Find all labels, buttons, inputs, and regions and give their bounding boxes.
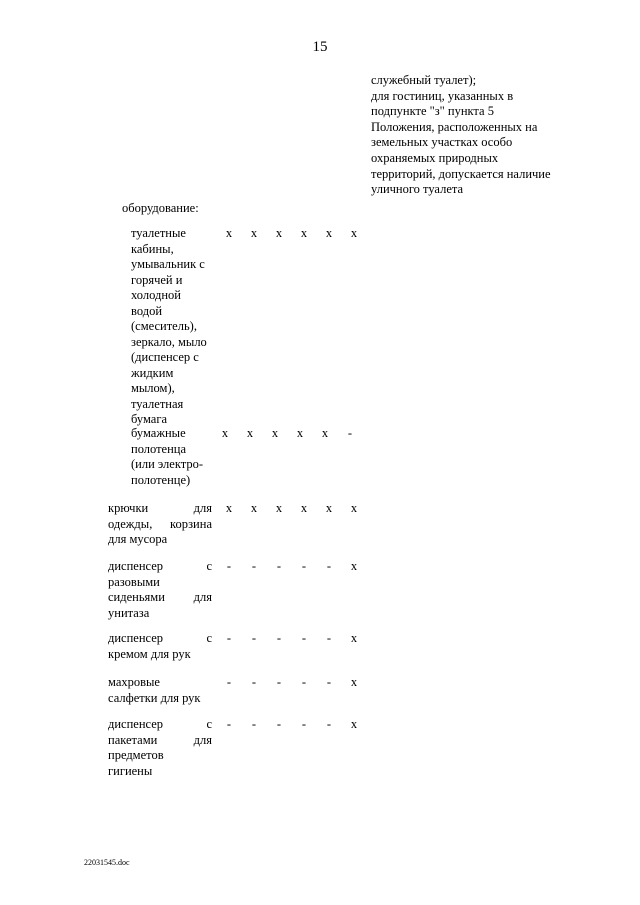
row-label-line: горячей и bbox=[131, 272, 183, 287]
row-label-line: мылом), bbox=[131, 381, 175, 395]
row-mark: - bbox=[326, 559, 332, 573]
row-mark: x bbox=[250, 226, 258, 240]
row-label-line: махровые bbox=[108, 675, 160, 689]
row-label-word: диспенсер bbox=[108, 717, 164, 731]
row-mark: - bbox=[251, 631, 257, 645]
row-label-line: полотенца bbox=[131, 441, 187, 456]
row-mark: x bbox=[350, 675, 358, 689]
row-label-line bbox=[108, 631, 212, 647]
row-label-line: зеркало, мыло bbox=[131, 334, 207, 349]
row-mark: - bbox=[251, 559, 257, 573]
row-label-word: корзина bbox=[170, 516, 212, 531]
row-label bbox=[131, 426, 221, 488]
row-label-line: кабины, bbox=[131, 241, 174, 256]
row-label-word: одежды, bbox=[108, 516, 153, 531]
row-mark: - bbox=[276, 631, 282, 645]
row-mark: x bbox=[350, 631, 358, 645]
row-mark: x bbox=[275, 226, 283, 240]
row-label-word: сиденьями bbox=[108, 590, 165, 604]
row-label-line: (или электро- bbox=[131, 457, 204, 471]
row-label-line: унитаза bbox=[108, 605, 150, 620]
row-mark: x bbox=[221, 426, 229, 440]
row-label bbox=[108, 559, 212, 621]
note-line: охраняемых природных bbox=[371, 150, 499, 165]
row-mark: x bbox=[300, 501, 308, 515]
row-mark: x bbox=[296, 426, 304, 440]
row-label bbox=[108, 675, 212, 706]
row-label-line: кремом для рук bbox=[108, 646, 191, 661]
row-label-line: для мусора bbox=[108, 532, 168, 546]
row-mark: - bbox=[276, 559, 282, 573]
row-label-word: с bbox=[206, 717, 212, 731]
row-label-word: для bbox=[193, 590, 212, 604]
row-label-line: (смеситель), bbox=[131, 319, 197, 333]
note-line: земельных участках особо bbox=[371, 135, 513, 150]
row-mark: - bbox=[251, 717, 257, 731]
row-mark: x bbox=[350, 501, 358, 515]
row-label bbox=[108, 501, 212, 548]
page-number: 15 bbox=[312, 39, 328, 55]
row-mark: - bbox=[276, 717, 282, 731]
row-mark: - bbox=[226, 631, 232, 645]
row-label-line: полотенце) bbox=[131, 472, 191, 487]
row-label-line: разовыми bbox=[108, 574, 160, 589]
note-block bbox=[371, 73, 591, 198]
note-line: для гостиниц, указанных в bbox=[371, 88, 514, 103]
note-line: уличного туалета bbox=[371, 182, 464, 197]
note-line: подпункте "з" пункта 5 bbox=[371, 104, 494, 119]
row-mark: - bbox=[301, 559, 307, 573]
row-mark: x bbox=[246, 426, 254, 440]
row-label-line: туалетные bbox=[131, 226, 186, 240]
row-mark: x bbox=[275, 501, 283, 515]
row-mark: x bbox=[350, 559, 358, 573]
row-mark: - bbox=[226, 675, 232, 689]
row-label-word: с bbox=[206, 631, 212, 645]
row-mark: - bbox=[226, 717, 232, 731]
row-label-line: гигиены bbox=[108, 763, 153, 778]
row-label-word: пакетами bbox=[108, 732, 158, 747]
row-mark: x bbox=[350, 226, 358, 240]
row-mark: x bbox=[271, 426, 279, 440]
row-label-line bbox=[108, 590, 212, 606]
row-label-line: салфетки для рук bbox=[108, 690, 201, 705]
footer-filename: 22031545.doc bbox=[84, 858, 130, 867]
row-mark: - bbox=[347, 426, 353, 440]
row-mark: - bbox=[251, 675, 257, 689]
row-label-line: туалетная bbox=[131, 396, 184, 411]
row-label-line bbox=[108, 559, 212, 575]
row-label-line bbox=[108, 517, 212, 533]
row-label-word: крючки bbox=[108, 501, 149, 515]
row-label-line: умывальник с bbox=[131, 257, 205, 271]
row-label bbox=[131, 226, 221, 428]
row-mark: x bbox=[321, 426, 329, 440]
row-label-line: (диспенсер с bbox=[131, 350, 199, 364]
row-label-word: для bbox=[193, 501, 212, 515]
row-label-line: бумага bbox=[131, 412, 168, 426]
note-line: территорий, допускается наличие bbox=[371, 166, 551, 181]
equipment-heading: оборудование: bbox=[122, 201, 199, 215]
row-label-word: диспенсер bbox=[108, 631, 164, 645]
row-mark: x bbox=[300, 226, 308, 240]
row-mark: - bbox=[326, 631, 332, 645]
row-mark: - bbox=[226, 559, 232, 573]
row-label-line: бумажные bbox=[131, 426, 186, 440]
row-label bbox=[108, 631, 212, 662]
row-label-line: холодной bbox=[131, 288, 181, 302]
row-label-line bbox=[108, 501, 212, 517]
row-label-line bbox=[108, 733, 212, 749]
row-mark: x bbox=[225, 501, 233, 515]
row-mark: x bbox=[325, 226, 333, 240]
note-line: Положения, расположенных на bbox=[371, 119, 538, 134]
row-label-word: для bbox=[193, 732, 212, 747]
row-label-word: диспенсер bbox=[108, 559, 164, 573]
row-mark: - bbox=[326, 717, 332, 731]
row-label-line: жидким bbox=[131, 365, 174, 380]
row-mark: x bbox=[225, 226, 233, 240]
row-label-line bbox=[108, 717, 212, 733]
row-mark: - bbox=[276, 675, 282, 689]
row-mark: - bbox=[326, 675, 332, 689]
row-mark: x bbox=[325, 501, 333, 515]
row-label-line: предметов bbox=[108, 748, 164, 762]
row-mark: - bbox=[301, 675, 307, 689]
row-mark: x bbox=[250, 501, 258, 515]
note-line: служебный туалет); bbox=[371, 73, 477, 87]
row-mark: - bbox=[301, 631, 307, 645]
row-label-word: с bbox=[206, 559, 212, 573]
row-label-line: водой bbox=[131, 303, 163, 318]
row-label bbox=[108, 717, 212, 779]
row-mark: - bbox=[301, 717, 307, 731]
row-mark: x bbox=[350, 717, 358, 731]
